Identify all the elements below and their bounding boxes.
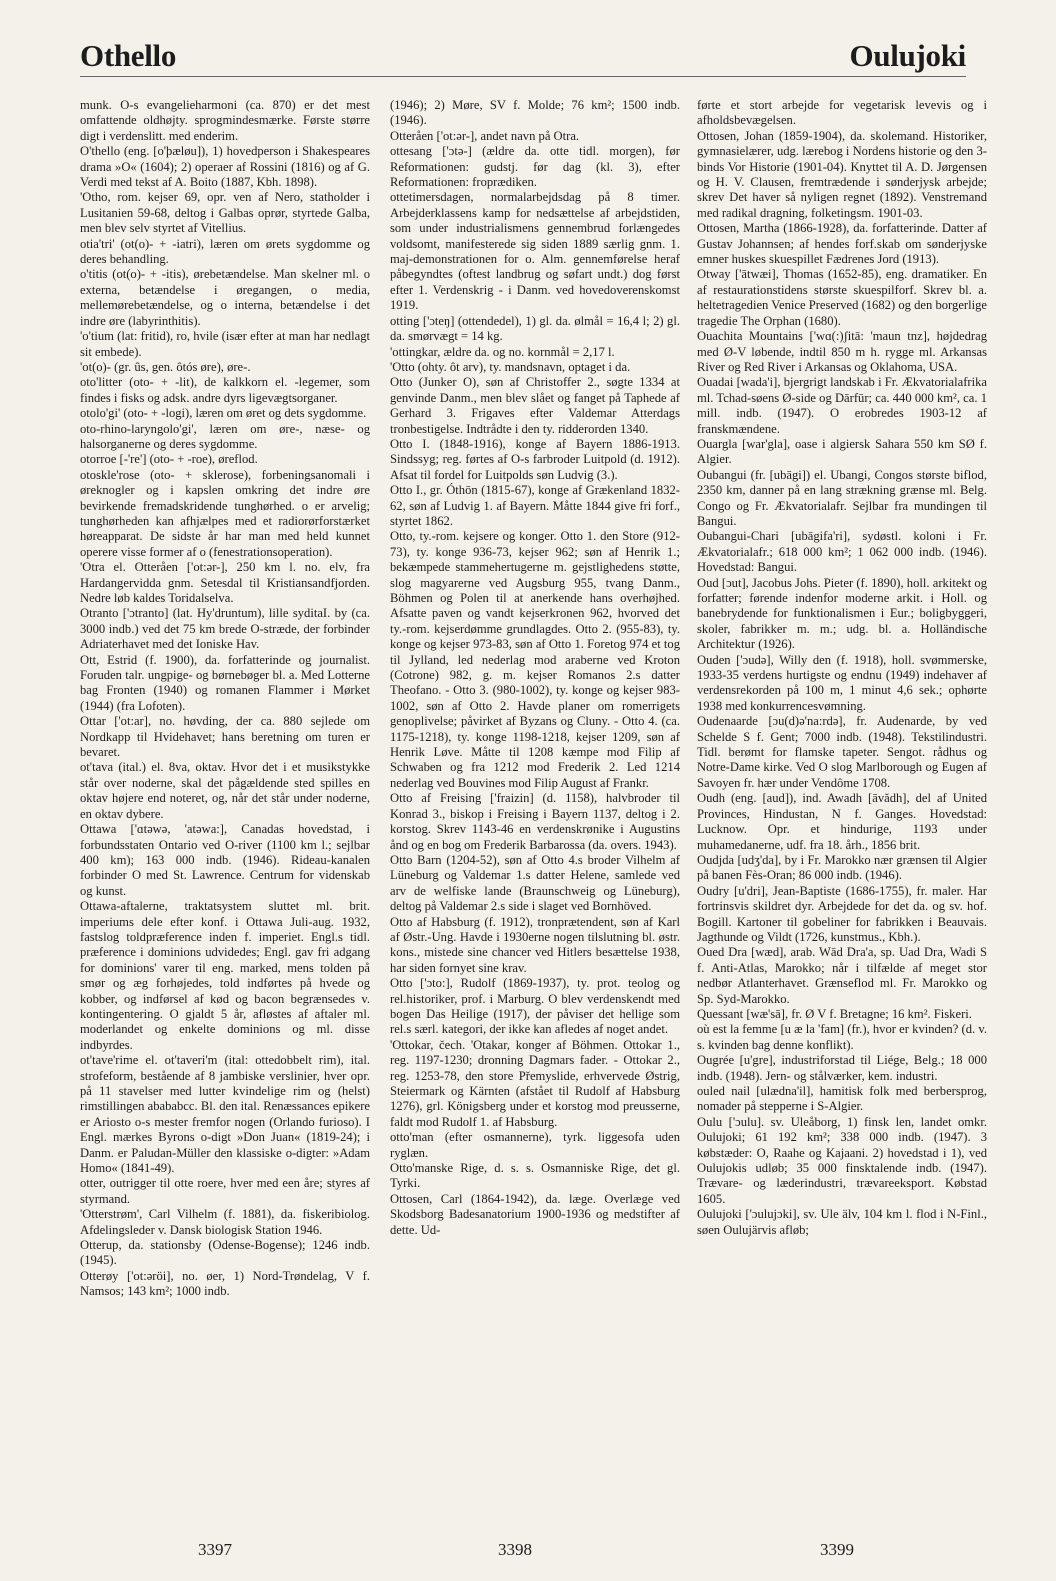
dictionary-entry: Otway ['ātwæi], Thomas (1652-85), eng. dramatiker. En af restaurationstidens største skuespilforf. Skrev bl. a. heltetragedien Venice Preserved (1682) og den borgerlige tragedie The Orphan (1680). — [697, 267, 987, 328]
column-1 — [80, 98, 370, 1508]
page-header-right: Oulujoki — [849, 38, 966, 73]
column-2 — [390, 98, 680, 1508]
dictionary-entry: Ouden ['ɔudə], Willy den (f. 1918), holl. svømmerske, 1933-35 verdens hurtigste og endnu (1949) indehaver af verdensrekorden på 100 m, 1 minut 4,6 sek.; ophørte 1938 med konkurrencesvømning. — [697, 652, 987, 713]
dictionary-entry: Oulujoki ['ɔulujɔki], sv. Ule älv, 104 km l. flod i N-Finl., søen Oulujärvis afløb; — [697, 1207, 987, 1237]
dictionary-entry: Ouargla [war'gla], oase i algiersk Sahara 550 km SØ f. Algier. — [697, 436, 987, 467]
dictionary-entry: 'Otho, rom. kejser 69, opr. ven af Nero, statholder i Lusitanien 59-68, deltog i Galbas oprør, styrtede Galba, men blev selv styrtet af Vitellius. — [80, 190, 370, 236]
dictionary-entry: munk. O-s evangelieharmoni (ca. 870) er det mest omfattende oldhøjty. sprogmindesmærke. Første større digt i verdenslitt. med enderim. — [80, 98, 370, 143]
dictionary-entry: 'o'tium (lat: fritid), ro, hvile (især efter at man har nedlagt sit embede). — [80, 329, 370, 359]
dictionary-entry: Ottar ['ot:ar], no. høvding, der ca. 880 sejlede om Nordkapp til Hvidehavet; hans beretning om turen er bevaret. — [80, 714, 370, 760]
dictionary-entry: Oued Dra [wæd], arab. Wād Dra'a, sp. Uad Dra, Wadi S f. Anti-Atlas, Marokko; når i tilfælde af meget stor nedbør Atlanterhavet. Grænseflod ml. Fr. Marokko og Sp. Syd-Marokko. — [697, 945, 987, 1006]
dictionary-entry: Otto, ty.-rom. kejsere og konger. Otto 1. den Store (912-73), ty. konge 936-73, kejser 962; søn af Henrik 1.; bekæmpede stammehertugerne m. gejstlighedens støtte, slog magyarerne ved Augsburg 955, tvang Danm., Böhmen og Polen til at anerkende hans overhøjhed. Afsatte paven og vandt kejserkronen 962, hvorved det ty.-rom. kejserdømme grundlagdes. Otto 2. (955-83), ty. konge og kejser 973-83, søn af Otto 1. Foretog 974 et tog til Jylland, led nederlag mod araberne ved Kroton (Cotrone) 982, g. m. kejser Romanos 2.s datter Theofano. - Otto 3. (980-1002), ty. konge og kejser 983-1002, søn af Otto 2. Havde planer om romerrigets genoplivelse; påvirket af Byzans og Cluny. - Otto 4. (ca. 1175-1218), ty. konge 1198-1218, kejser 1209, søn af Henrik Løve. Måtte til 1208 kæmpe mod Filip af Schwaben og fra 1212 mod Frederik 2. Led 1214 nederlag ved Bouvines mod Filip August af Frankr. — [390, 529, 680, 790]
dictionary-entry: Ottosen, Johan (1859-1904), da. skolemand. Historiker, gymnasielærer, udg. lærebog i Nordens historie og den 3-binds Vor Historie (1901-04). Knyttet til A. D. Jørgensen og H. V. Clausen, fremtrædende i sønderjysk arbejde; skrev Det haver så nyligen regnet (1892). Venstremand med radikal dragning, folketingsm. 1901-03. — [697, 128, 987, 220]
dictionary-entry: otting ['ɔteŋ] (ottendedel), 1) gl. da. ølmål = 16,4 l; 2) gl. da. smørvægt = 14 kg. — [390, 313, 680, 344]
dictionary-entry: 'Otto (ohty. ôt arv), ty. mandsnavn, optaget i da. — [390, 359, 631, 374]
dictionary-entry: ot'tave'rime el. ot'taveri'm (ital: ottedobbelt rim), ital. strofeform, bestående af 8 jambiske verslinier, hver opr. på 11 stavelser med lutter kvindelige rim og (helst) rimstillingen abababcc. Bl. den ital. Renæssances epikere er Ariosto o-s mester fremfor nogen (Orlando furioso). I Engl. mærkes Byrons o-digt »Don Juan« (1819-24); i Danm. er Paludan-Müller den klassiske o-digter: »Adam Homo« (1841-49). — [80, 1053, 370, 1176]
dictionary-entry: ouled nail [ulædna'il], hamitisk folk med berbersprog, nomader på stepperne i S-Algier. — [697, 1084, 987, 1114]
dictionary-entry: Ottawa ['ɑtəwə, 'atəwa:], Canadas hovedstad, i forbundsstaten Ontario ved O-river (1100 km l.; sejlbar 400 km); 163 000 indb. (1946). Rideau-kanalen forbinder O med St. Lawrence. Centrum for videnskab og kunst. — [80, 822, 370, 898]
dictionary-entry: Ottosen, Martha (1866-1928), da. forfatterinde. Datter af Gustav Johannsen; af hendes forf.skab om sønderjyske emner huskes skuespillet Fædrenes Jord (1913). — [697, 221, 987, 267]
page-header-left: Othello — [80, 38, 177, 73]
dictionary-entry: Ouachita Mountains ['wɑ(:)ʃitā: 'maun tnz], højdedrag med Ø-V løbende, indtil 850 m h. rygge ml. Arkansas River og Red River i Arkansas og Oklahoma, USA. — [697, 329, 987, 374]
dictionary-entry: ottetimersdagen, normalarbejdsdag på 8 timer. Arbejderklassens kamp for nedsættelse af arbejdstiden, som under industrialismens gennembrud forlængedes voldsomt, manifesterede sig siden 1889 særlig gnm. 1. maj-demonstrationen for o. Alm. gennemførelse heraf påbegyndtes (oftest landbrug og søfart undt.) dog først efter 1. Verdenskrig - i Danm. ved hovedoverenskomst 1919. — [390, 190, 680, 313]
dictionary-entry: Oudry [u'dri], Jean-Baptiste (1686-1755), fr. maler. Har fortrinsvis skildret dyr. Arbejdede for det da. og sv. hof. Bogill. Kartoner til gobeliner for fabrikken i Beauvais. Jagthunde og Vildt (1726, kunstmus., Kbh.). — [697, 883, 987, 944]
dictionary-entry: Otto (Junker O), søn af Christoffer 2., søgte 1334 at genvinde Danm., men blev slået og fanget på Taphede af Gerhard 3. Frigaves efter Valdemar Atterdags tronbestigelse. Indtrådte i den ty. ridderorden 1340. — [390, 375, 680, 436]
dictionary-entry: ot'tava (ital.) el. 8va, oktav. Hvor det i et musikstykke står over noderne, skal det pågældende sted spilles en oktav højere end noteret, og, når det står under noderne, en oktav dybere. — [80, 760, 370, 821]
dictionary-entry: Otto I. (1848-1916), konge af Bayern 1886-1913. Sindssyg; reg. førtes af O-s farbroder Luitpold (d. 1912). Afsat til fordel for Luitpolds søn Ludvig (3.). — [390, 436, 680, 482]
dictionary-entry: Otterøy ['ot:əröi], no. øer, 1) Nord-Trøndelag, V f. Namsos; 143 km²; 1000 indb. — [80, 1268, 370, 1299]
dictionary-entry: O'thello (eng. [o'þæløu]), 1) hovedperson i Shakespeares drama »O« (1604); 2) operaer af Rossini (1816) og af G. Verdi med tekst af A. Boito (1887, Kbh. 1898). — [80, 144, 370, 190]
dictionary-entry: Oulu ['ɔulu]. sv. Uleåborg, 1) finsk len, landet omkr. Oulujoki; 61 192 km²; 338 000 indb. (1947). 3 købstæder: O, Raahe og Kajaani. 2) hovedstad i 1), ved Oulujokis udløb; 35 000 finsktalende indb. (1947). Trævare- og læderindustri, trævareeksport. Købstad 1605. — [697, 1114, 987, 1206]
dictionary-entry: 'Otterstrøm', Carl Vilhelm (f. 1881), da. fiskeribiolog. Afdelingsleder v. Dansk biologisk Station 1946. — [80, 1207, 370, 1237]
page-number-1: 3397 — [198, 1540, 232, 1559]
dictionary-entry: Oudenaarde [ɔu(d)ə'na:rdə], fr. Audenarde, by ved Schelde S f. Gent; 7000 indb. (1948). Tekstilindustri. Tidl. berømt for flamske tapeter. Sengot. rådhus og Notre-Dame kirke. Ved O slog Marlborough og Eugen af Savoyen fr. hær under Vendôme 1708. — [697, 714, 987, 790]
dictionary-entry: otoskle'rose (oto- + sklerose), forbeningsanomali i øreknogler og i kapslen omkring det indre øre bevirkende fremadskridende tunghørhed. o er arvelig; tunghørheden kan afhjælpes med et radiorørforstærket høreapparat. De sidste år har man med held kunnet operere visse former af o (fenestrationsoperation). — [80, 467, 370, 559]
dictionary-entry: Otranto ['ɔtranto] (lat. Hy'druntum), lille syditaI. by (ca. 3000 indb.) ved det 75 km brede O-stræde, der forbinder Adriaterhavet med det Ioniske Hav. — [80, 606, 370, 652]
dictionary-entry: Otteråen ['ot:ər-], andet navn på Otra. — [390, 128, 580, 143]
dictionary-entry: 'ottingkar, ældre da. og no. kornmål = 2,17 l. — [390, 344, 615, 359]
dictionary-entry: otorroe [-'re'] (oto- + -roe), øreflod. — [80, 452, 258, 467]
dictionary-entry: Ottosen, Carl (1864-1942), da. læge. Overlæge ved Skodsborg Badesanatorium 1900-1936 og medstifter af dette. Ud- — [390, 1191, 680, 1237]
dictionary-entry: otto'man (efter osmannerne), tyrk. liggesofa uden ryglæn. — [390, 1130, 680, 1160]
dictionary-entry: førte et stort arbejde for vegetarisk levevis og i afholdsbevægelsen. — [697, 98, 987, 128]
dictionary-entry: Oud [ɔut], Jacobus Johs. Pieter (f. 1890), holl. arkitekt og forfatter; førende indenfor moderne arkit. i Holl. og banebrydende for funktionalismen i Eur.; boligbyggeri, skoler, fabrikker m. m.; udg. bl. a. Holländische Architektur (1926). — [697, 575, 987, 652]
dictionary-entry: Oubangui-Chari [ubāgifa'ri], sydøstl. koloni i Fr. Ækvatorialafr.; 618 000 km²; 1 062 000 indb. (1946). Hovedstad: Bangui. — [697, 529, 987, 575]
dictionary-entry: Oudjda [udʒ'da], by i Fr. Marokko nær grænsen til Algier på banen Fès-Oran; 86 000 indb. (1946). — [697, 852, 987, 883]
dictionary-entry: Ougrée [u'gre], industriforstad til Liége, Belg.; 18 000 indb. (1948). Jern- og stålværker, kem. industri. — [697, 1053, 987, 1083]
page-number-2: 3398 — [498, 1540, 532, 1559]
dictionary-entry: otter, outrigger til otte roere, hver med een åre; styres af styrmand. — [80, 1176, 370, 1206]
dictionary-entry: Otterup, da. stationsby (Odense-Bogense); 1246 indb. (1945). — [80, 1238, 370, 1268]
dictionary-entry: où est la femme [u æ la 'fam] (fr.), hvor er kvinden? (d. v. s. kvinden bag denne konflikt). — [697, 1022, 987, 1052]
dictionary-entry: otia'tri' (ot(o)- + -iatri), læren om ørets sygdomme og deres behandling. — [80, 236, 370, 267]
dictionary-entry: Otto af Habsburg (f. 1912), tronprætendent, søn af Karl af Østr.-Ung. Havde i 1930erne nogen tilslutning bl. østr. kons., mistede sine chancer ved Hitlers besættelse 1938, har siden fornyet sine krav. — [390, 914, 680, 975]
dictionary-entry: Oudh (eng. [aud]), ind. Awadh [āvădh], del af United Provinces, Hindustan, N f. Ganges. Hovedstad: Lucknow. Opr. et hindurige, 1193 under muhamedanerne, udf. fra 18. årh., 1856 brit. — [697, 791, 987, 852]
page-number-3: 3399 — [820, 1540, 854, 1559]
dictionary-entry: ottesang ['ɔtə-] (ældre da. otte tidl. morgen), før Reformationen: gudstj. før dag (kl. 3), efter Reformationen: froprædiken. — [390, 144, 680, 190]
dictionary-entry: Quessant [wæ'sā], fr. Ø V f. Bretagne; 16 km². Fiskeri. — [697, 1006, 972, 1021]
dictionary-entry: 'Otra el. Otteråen ['ot:ər-], 250 km l. no. elv, fra Hardangervidda gnm. Setesdal til Kristiansandfjorden. Nedre løb kaldes Toridalselva. — [80, 560, 370, 605]
dictionary-entry: Otto I., gr. Óthōn (1815-67), konge af Grækenland 1832-62, søn af Ludvig 1. af Bayern. Måtte 1844 give fri forf., styrtet 1862. — [390, 483, 680, 528]
dictionary-entry: Otto'manske Rige, d. s. s. Osmanniske Rige, det gl. Tyrki. — [390, 1161, 680, 1191]
dictionary-entry: oto-rhino-laryngolo'gi', læren om øre-, næse- og halsorganerne og deres sygdomme. — [80, 421, 370, 451]
dictionary-entry: 'Ottokar, čech. 'Otakar, konger af Böhmen. Ottokar 1., reg. 1197-1230; dronning Dagmars fader. - Ottokar 2., reg. 1253-78, den store Přemyslide, erhvervede Østrig, Steiermark og Kärnten (afstået til Rudolf af Habsburg 1276), grl. Königsberg under et korstog mod preusserne, faldt mod Rudolf 1. af Habsburg. — [390, 1037, 680, 1129]
dictionary-entry: Ott, Estrid (f. 1900), da. forfatterinde og journalist. Foruden talr. ungpige- og børnebøger bl. a. Med Lotterne bag Fronten (1940) og romanen Flammer i Mørket (1944) (fra Lofoten). — [80, 652, 370, 713]
dictionary-entry: Ouadai [wada'i], bjergrigt landskab i Fr. Ækvatorialafrika ml. Tchad-søens Ø-side og Dārfūr; ca. 440 000 km², ca. 1 mill. indb. (1947). O erobredes 1903-12 af franskmændene. — [697, 375, 987, 436]
dictionary-entry: Ottawa-aftalerne, traktatsystem sluttet ml. brit. imperiums dele efter konf. i Ottawa Juli-aug. 1932, fastslog toldpræference inden f. imperiet. Engl.s tidl. præference i dominions udvidedes; Engl. gav fri adgang for dominions' varer til eng. marked, mens tolden på smør og æg forhøjedes, told indførtes på hvede og kobber, og indførsel af kød og bacon begrænsedes v. kontingentering. O gjaldt 5 år, afløstes af aftaler ml. moderlandet og enkelte dominions og ml. disse indbyrdes. — [80, 899, 370, 1052]
dictionary-entry: Otto Barn (1204-52), søn af Otto 4.s broder Vilhelm af Lüneburg og Valdemar 1.s datter Helene, samlede ved arv de welfiske lande (Braunschweig og Lüneburg), deltog på Valdemar 2.s side i slaget ved Bornhöved. — [390, 852, 680, 914]
dictionary-entry: 'ot(o)- (gr. ûs, gen. ôtós øre), øre-. — [80, 359, 251, 374]
dictionary-entry: Otto af Freising ['fraizin] (d. 1158), halvbroder til Konrad 3., biskop i Freising i Bayern 1137, deltog i 2. korstog. Skrev 1143-46 en verdenskrønike i Augustins ånd og en bog om Frederik Barbarossa (da. overs. 1943). — [390, 791, 680, 852]
header-rule — [80, 76, 966, 77]
dictionary-entry: (1946); 2) Møre, SV f. Molde; 76 km²; 1500 indb. (1946). — [390, 98, 680, 128]
dictionary-entry: Otto ['ɔto:], Rudolf (1869-1937), ty. prot. teolog og rel.historiker, prof. i Marburg. O blev verdenskendt med bogen Das Heilige (1917), der påviser det hellige som rel.s særl. kategori, der ikke kan afledes af noget andet. — [390, 976, 680, 1037]
dictionary-entry: o'titis (ot(o)- + -itis), ørebetændelse. Man skelner ml. o externa, betændelse i øregangen, o media, mellemørebetændelse, og o interna, betændelse i det indre øre (labyrinthitis). — [80, 267, 370, 328]
dictionary-entry: otolo'gi' (oto- + -logi), læren om øret og dets sygdomme. — [80, 406, 367, 421]
column-3 — [697, 98, 987, 1508]
dictionary-entry: Oubangui (fr. [ubāgi]) el. Ubangi, Congos største biflod, 2350 km, danner på en lang strækning grænse ml. Belg. Congo og Fr. Ækvatorialafr. Sejlbar fra mundingen til Bangui. — [697, 467, 987, 528]
dictionary-entry: oto'litter (oto- + -lit), de kalkkorn el. -legemer, som findes i fisks og adsk. andre dyrs ligevægtsorganer. — [80, 375, 370, 405]
